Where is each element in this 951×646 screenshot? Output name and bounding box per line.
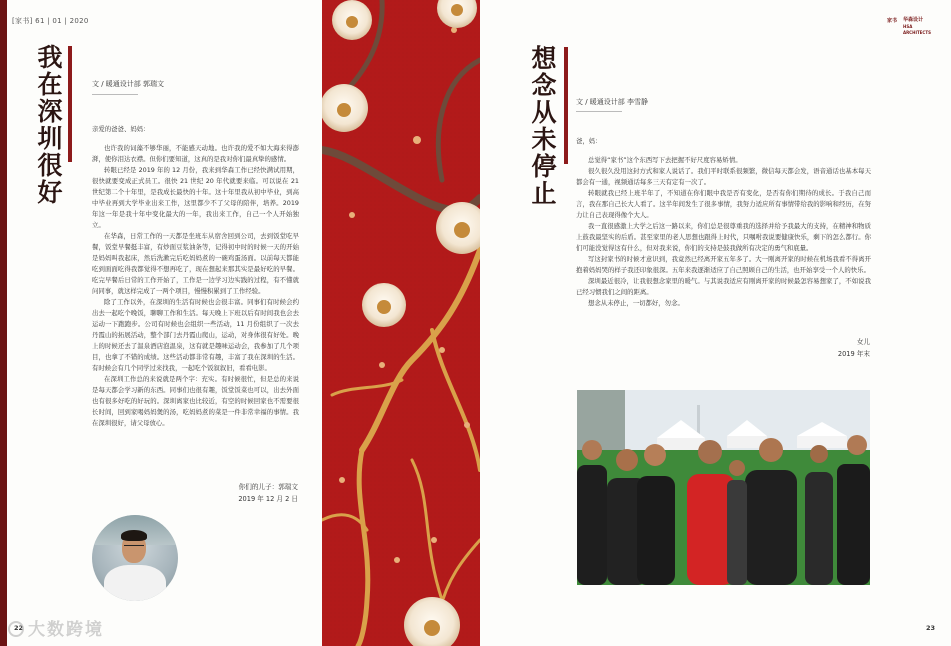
article-author: 文 / 暖通设计部 郭瑞文 xyxy=(92,80,165,88)
plum-blossom-illustration xyxy=(322,0,480,646)
article-title: 想念从未停止 xyxy=(531,44,557,208)
letter-paragraph: 也许我的词藻不够华丽，不能感天动地。也许我的爱不如大海来得澎湃，使你泪达衣襟。但你们要知道，这真的是我对你们最真挚的感情。 xyxy=(92,144,299,163)
letter-paragraph: 想念从未停止，一切都好，勿念。 xyxy=(588,299,684,307)
logo-column-cn: 家书 xyxy=(887,18,898,24)
team-event-photo xyxy=(577,390,870,585)
watermark xyxy=(8,615,104,640)
page-number-right: 23 xyxy=(926,624,936,632)
letter-paragraph: 转眼就我已经上班半年了，不知道在你们眼中我是否有变化，是否有你们期待的成长。于我自己而言，我在那自己长大人看了。这半年间发生了很多事情，我努力适应所有事情带给我的影响和经历，在努力让自己表现得像个大人。 xyxy=(576,189,871,219)
letter-salutation: 爸，妈： xyxy=(576,137,602,145)
letter-paragraph: 很久很久没用这封方式和家人说话了。我们平时联系很频繁，微信每天都会发，语音通话也基本每天都会有一通，视频通话每多三天有定有一次了。 xyxy=(576,167,871,186)
article-author: 文 / 暖通设计部 李雪静 xyxy=(576,98,649,106)
author-portrait xyxy=(92,515,178,601)
publisher-logo xyxy=(887,16,941,35)
letter-signature xyxy=(150,481,298,505)
letter-paragraph: 除了工作以外，在深圳的生活有时候也会很丰富。同事们有时候会约出去一起吃个晚饭，聊聊工作和生活。每天晚上下班以后有时间我也会去运动一下跑跑步。公司有时候也会组织一些活动，11 月份组织了一次去丹霞山的拓展活动，整个部门去丹霞山爬山，运动，对身体很有好处。晚上的时候还去了温泉酒店泡温泉，这有就是趣味运动会，我参加了几个项目，也拿了不错的成绩。这些活动都非常有趣，丰富了我在深圳的生活。有时候会有几个同学过来找我，一起吃个饭叙叙旧，看看电影。 xyxy=(92,298,299,372)
letter-paragraph: 转眼已经是 2019 年的 12 月份，我来到华森工作已经快满试用期，很快就要变成正式员工。很快 21 世纪 20 年代就要来临。可以说在 21 世纪第二个十年里，是我成长最快的十年。这十年里我从初中毕业，到高中毕业再到大学毕业出来工作，这里都少不了父母的陪伴，培养。2019 年这一年是我十年中变化最大的一年，我出来工作，自己一个人开始独立。 xyxy=(92,166,299,229)
signature-date: 2019 年 12 月 2 日 xyxy=(238,495,298,503)
author-divider xyxy=(576,111,622,112)
issue-header: [家书] 61 | 01 | 2020 xyxy=(12,17,89,25)
letter-paragraph: 我一直很感激上大学之后这一路以来，你们总是很尊重我的选择并给予我最大的支持，在精神和物质上鼓我最坚实的后盾。甚至家里的老人思想也跟得上时代，只嘱咐我说要健康快乐，剩下的怎么都行。你们可能没觉得这有什么，但对我来说，你们的支持是鼓我做所有决定的勇气和底量。 xyxy=(576,222,871,252)
letter-paragraph: 在深圳工作总的来说就是两个字：充实。有时候很忙，但是总的来说是每天都会学习新的东西。同事们也很有趣，饭堂饭菜也可以，出去外面也有很多好吃的好玩的。深圳离家也比较近，有空的时候回家也不需要很长时间，回到家喝妈妈煲的汤，吃妈妈煮的菜是一件非常幸福的事情。我在深圳很好，请父母放心。 xyxy=(92,375,299,427)
letter-paragraph: 在华森，日常工作的一天都是坐班车从宿舍回到公司，去到饭堂吃早餐，饭堂早餐挺丰富，有炒面豆浆油条等，记得初中时的时候一天的开始是妈妈叫我起床，然后洗漱完后吃妈妈煮的一碗鸡蛋汤面。以前每天都能吃到面面吃得我都觉得不想再吃了，现在想起来那其实是最好吃的早餐。吃完早餐后日常的工作开始了，工作是一边学习边实践的过程，有不懂就问同事，就这样完成了一两个项目，慢慢积累到了工作经验。 xyxy=(92,232,299,295)
photo-scene-graphic xyxy=(577,390,870,585)
letter-paragraph: 深圳最近很冷，让我很想念家里的暖气。与其说我适应有刚离开家的时候最怎容易想家了，不如说我已经习惯我们之间的距离。 xyxy=(576,277,871,296)
letter-body xyxy=(576,136,871,309)
logo-name-cn: 华森设计 xyxy=(903,17,924,23)
signature-date: 2019 年末 xyxy=(837,350,870,358)
article-title: 我在深圳很好 xyxy=(37,43,63,207)
letter-paragraph: 写这封家书的时候才意识到，我竟然已经离开家五年多了。大一刚离开家的时候在机场我看不得离开抱着妈妈哭的样子我还印象很深。五年来我逐渐适应了自己照顾自己的生活，也开始享受一个人的快乐。 xyxy=(576,255,871,274)
signature-name: 女儿 xyxy=(856,338,870,346)
watermark-text: 大数跨境 xyxy=(28,620,104,640)
letter-paragraph: 总觉得“家书”这个东西写下去把握不好尺度容易矫情。 xyxy=(588,156,742,164)
letter-body xyxy=(92,124,299,429)
page-edge-stripe xyxy=(0,0,7,646)
author-divider xyxy=(92,94,138,95)
left-page xyxy=(0,0,322,646)
title-accent-bar xyxy=(68,46,72,162)
letter-salutation: 亲爱的爸爸、妈妈： xyxy=(92,125,150,133)
signature-name: 你们的儿子：郭瑞文 xyxy=(238,483,298,491)
blossom-branches-graphic xyxy=(322,0,480,646)
page-number-left: 22 xyxy=(14,624,24,632)
letter-signature xyxy=(780,336,870,360)
logo-name-en: HSA ARCHITECTS xyxy=(903,24,931,35)
watermark-icon xyxy=(8,621,24,637)
title-accent-bar xyxy=(564,47,568,164)
